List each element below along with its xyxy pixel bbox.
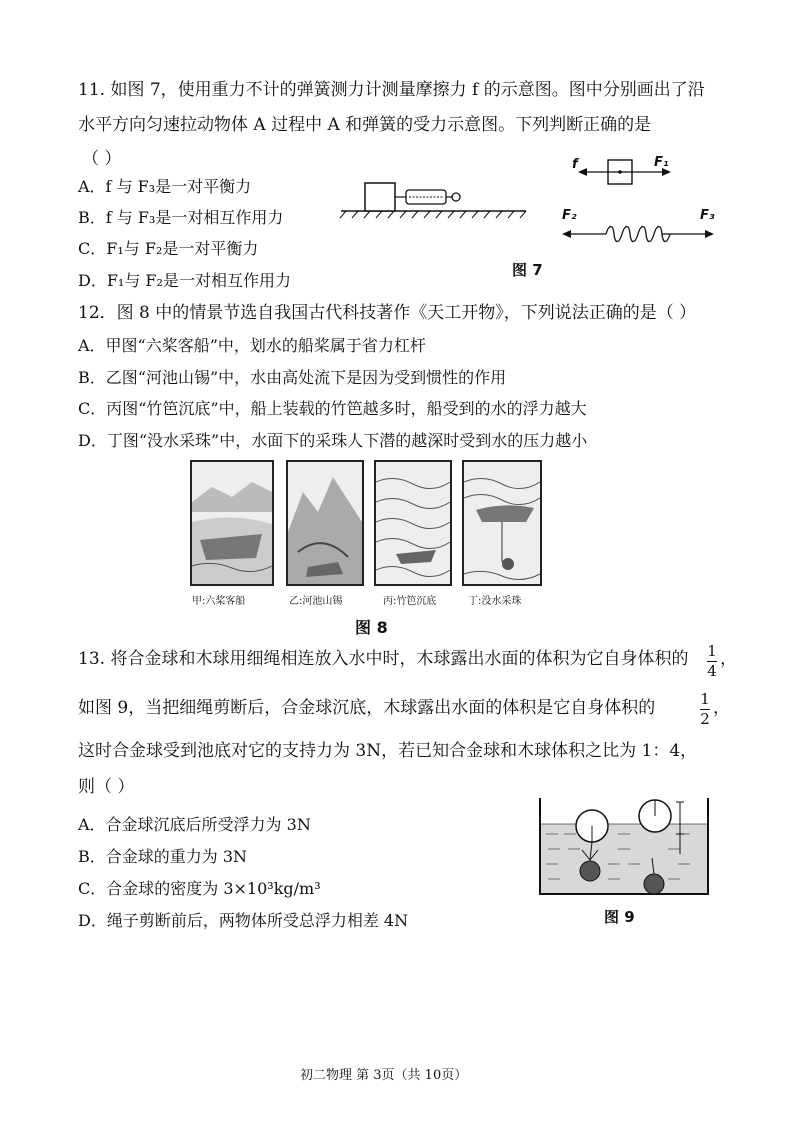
q13-line3: 这时合金球受到池底对它的支持力为 3N，若已知合金球和木球体积之比为 1：4， bbox=[78, 741, 698, 761]
picture-label-jia: 甲:六桨客船 bbox=[192, 596, 246, 607]
label-f2: F₂ bbox=[562, 208, 577, 223]
q13-option-c: C．合金球的密度为 3×10³kg/m³ bbox=[78, 879, 321, 898]
q13-line4: 则（ ） bbox=[78, 777, 135, 797]
q12-option-b: B．乙图“河池山锡”中，水由高处流下是因为受到惯性的作用 bbox=[78, 368, 507, 387]
q11-blank: （ ） bbox=[82, 149, 122, 169]
picture-label-yi: 乙:河池山锡 bbox=[289, 596, 343, 607]
figure-9-caption: 图 9 bbox=[604, 908, 635, 926]
q11-option-b: B．f 与 F₃是一对相互作用力 bbox=[78, 208, 284, 227]
picture-bing-bamboo bbox=[374, 460, 452, 586]
picture-jia-boat bbox=[190, 460, 274, 586]
q12-option-a: A．甲图“六桨客船”中，划水的船桨属于省力杠杆 bbox=[78, 336, 426, 355]
block-and-scale-drawing bbox=[340, 183, 526, 218]
q11-line1: 11. 如图 7，使用重力不计的弹簧测力计测量摩擦力 f 的示意图。图中分别画出了沿 bbox=[78, 80, 705, 100]
picture-label-ding: 丁:没水采珠 bbox=[468, 596, 522, 607]
label-f3: F₃ bbox=[700, 208, 715, 223]
q12-option-c: C．丙图“竹笆沉底”中，船上装载的竹笆越多时，船受到的水的浮力越大 bbox=[78, 399, 587, 418]
q11-option-c: C．F₁与 F₂是一对平衡力 bbox=[78, 239, 259, 258]
alloy-ball-tied bbox=[580, 861, 600, 881]
q13-fraction-one-half bbox=[700, 692, 710, 727]
picture-yi-mountain bbox=[286, 460, 364, 586]
figure-9 bbox=[528, 794, 718, 904]
figure-7-caption: 图 7 bbox=[512, 261, 543, 279]
q13-line2-end: ， bbox=[713, 698, 730, 718]
page-footer: 初二物理 第 3页（共 10页） bbox=[300, 1068, 468, 1083]
q13-fraction-one-quarter bbox=[707, 644, 717, 679]
q11-option-d: D．F₁与 F₂是一对相互作用力 bbox=[78, 271, 291, 290]
label-f1: F₁ bbox=[654, 155, 669, 170]
fraction-denominator: 4 bbox=[707, 662, 717, 680]
q11-option-a: A．f 与 F₃是一对平衡力 bbox=[78, 177, 252, 196]
q11-line2: 水平方向匀速拉动物体 A 过程中 A 和弹簧的受力示意图。下列判断正确的是 bbox=[78, 115, 652, 135]
q13-option-b: B．合金球的重力为 3N bbox=[78, 847, 248, 866]
water-tank bbox=[540, 798, 708, 894]
q13-option-a: A．合金球沉底后所受浮力为 3N bbox=[78, 815, 311, 834]
q13-line1-end: ， bbox=[720, 649, 737, 669]
fraction-numerator: 1 bbox=[707, 642, 717, 660]
picture-label-bing: 丙:竹笆沉底 bbox=[383, 596, 437, 607]
q13-option-d: D．绳子剪断前后，两物体所受总浮力相差 4N bbox=[78, 911, 409, 930]
q12-option-d: D．丁图“没水采珠”中，水面下的采珠人下潜的越深时受到水的压力越小 bbox=[78, 431, 588, 450]
fraction-numerator: 1 bbox=[700, 690, 710, 708]
figure-8-caption: 图 8 bbox=[355, 618, 388, 637]
q13-line1: 13. 将合金球和木球用细绳相连放入水中时，木球露出水面的体积为它自身体积的 bbox=[78, 649, 689, 669]
q13-line2: 如图 9，当把细绳剪断后，合金球沉底，木球露出水面的体积是它自身体积的 bbox=[78, 698, 656, 718]
q12-line1: 12．图 8 中的情景节选自我国古代科技著作《天工开物》，下列说法正确的是（ ） bbox=[78, 303, 697, 323]
fraction-denominator: 2 bbox=[700, 710, 710, 728]
label-f: f bbox=[572, 157, 578, 172]
spring-force-diagram bbox=[562, 227, 714, 242]
picture-ding-pearl bbox=[462, 460, 542, 586]
